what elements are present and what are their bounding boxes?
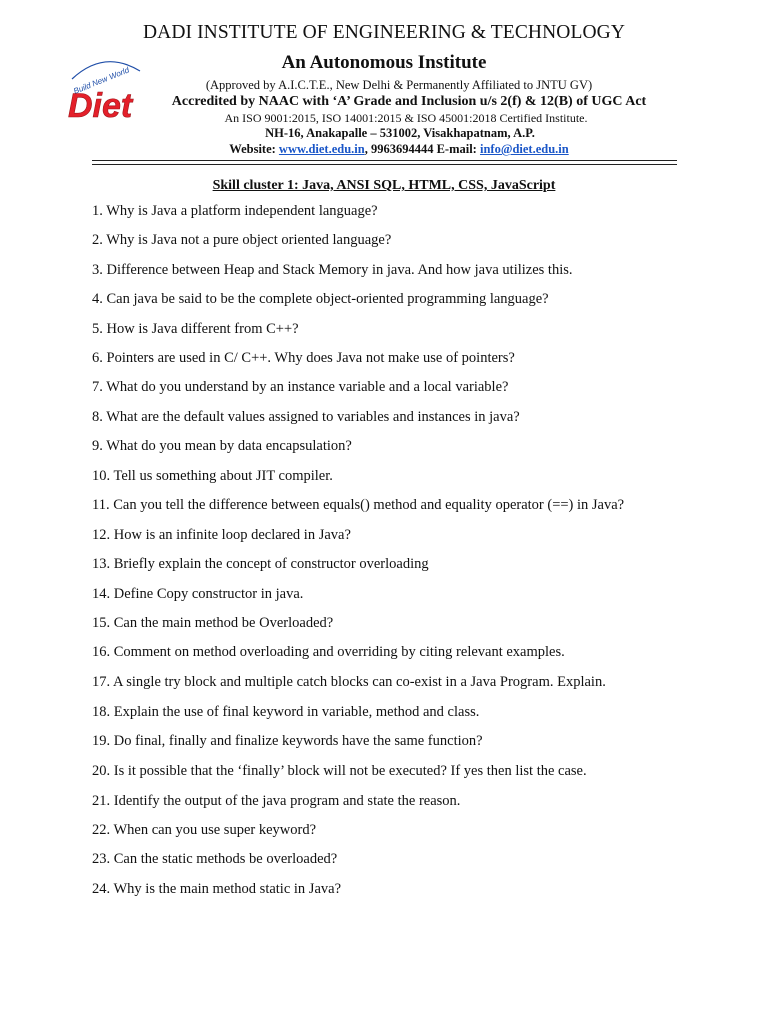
website-label: Website: — [229, 142, 279, 156]
question-item: 10. Tell us something about JIT compiler. — [92, 467, 333, 484]
website-link[interactable]: www.diet.edu.in — [278, 142, 365, 156]
question-item: 6. Pointers are used in C/ C++. Why does Java not make use of pointers? — [92, 349, 515, 366]
email-link[interactable]: info@diet.edu.in — [479, 142, 569, 156]
logo-wordmark: Diet — [68, 87, 133, 125]
question-item: 15. Can the main method be Overloaded? — [92, 615, 334, 632]
iso-certification-line: An ISO 9001:2015, ISO 14001:2015 & ISO 45001:2018 Certified Institute. — [224, 111, 588, 125]
address-line: NH-16, Anakapalle – 531002, Visakhapatnam, A.P. — [265, 126, 535, 140]
question-item: 18. Explain the use of final keyword in variable, method and class. — [92, 703, 480, 720]
question-item: 12. How is an infinite loop declared in Java? — [92, 526, 351, 543]
question-item: 5. How is Java different from C++? — [92, 320, 299, 337]
question-item: 24. Why is the main method static in Java? — [92, 880, 341, 897]
question-item: 23. Can the static methods be overloaded? — [92, 851, 338, 868]
question-item: 17. A single try block and multiple catch blocks can co-exist in a Java Program. Explain. — [92, 673, 606, 690]
accreditation-line: Accredited by NAAC with ‘A’ Grade and Inclusion u/s 2(f) & 12(B) of UGC Act — [171, 94, 647, 109]
question-item: 7. What do you understand by an instance variable and a local variable? — [92, 379, 509, 396]
letterhead — [0, 0, 768, 170]
logo-tagline: Build New World — [72, 65, 131, 96]
question-item: 13. Briefly explain the concept of constructor overloading — [92, 556, 429, 573]
question-item: 21. Identify the output of the java program and state the reason. — [92, 792, 461, 809]
autonomous-subtitle: An Autonomous Institute — [281, 52, 487, 73]
question-item: 19. Do final, finally and finalize keywords have the same function? — [92, 733, 483, 750]
question-item: 20. Is it possible that the ‘finally’ block will not be executed? If yes then list the case. — [92, 762, 587, 779]
question-item: 3. Difference between Heap and Stack Memory in java. And how java utilizes this. — [92, 261, 573, 278]
question-item: 22. When can you use super keyword? — [92, 822, 317, 839]
question-item: 14. Define Copy constructor in java. — [92, 585, 304, 602]
question-item: 2. Why is Java not a pure object oriented language? — [92, 232, 392, 249]
question-item: 16. Comment on method overloading and overriding by citing relevant examples. — [92, 644, 565, 661]
question-item: 4. Can java be said to be the complete object-oriented programming language? — [92, 291, 549, 308]
phone-email-label: , 9963694444 E-mail: — [364, 142, 480, 156]
institute-name: DADI INSTITUTE OF ENGINEERING & TECHNOLOGY — [142, 22, 626, 43]
question-item: 9. What do you mean by data encapsulation? — [92, 438, 352, 455]
question-list — [92, 202, 677, 909]
contact-line — [0, 142, 768, 157]
question-item: 1. Why is Java a platform independent language? — [92, 203, 378, 219]
header-divider-top — [92, 160, 677, 161]
approval-line: (Approved by A.I.C.T.E., New Delhi & Permanently Affiliated to JNTU GV) — [205, 78, 593, 92]
question-item: 8. What are the default values assigned to variables and instances in java? — [92, 408, 520, 425]
header-divider-bottom — [92, 164, 677, 165]
skill-cluster-title: Skill cluster 1: Java, ANSI SQL, HTML, CSS, JavaScript — [212, 178, 556, 193]
question-item: 11. Can you tell the difference between equals() method and equality operator (==) in Java? — [92, 496, 625, 513]
